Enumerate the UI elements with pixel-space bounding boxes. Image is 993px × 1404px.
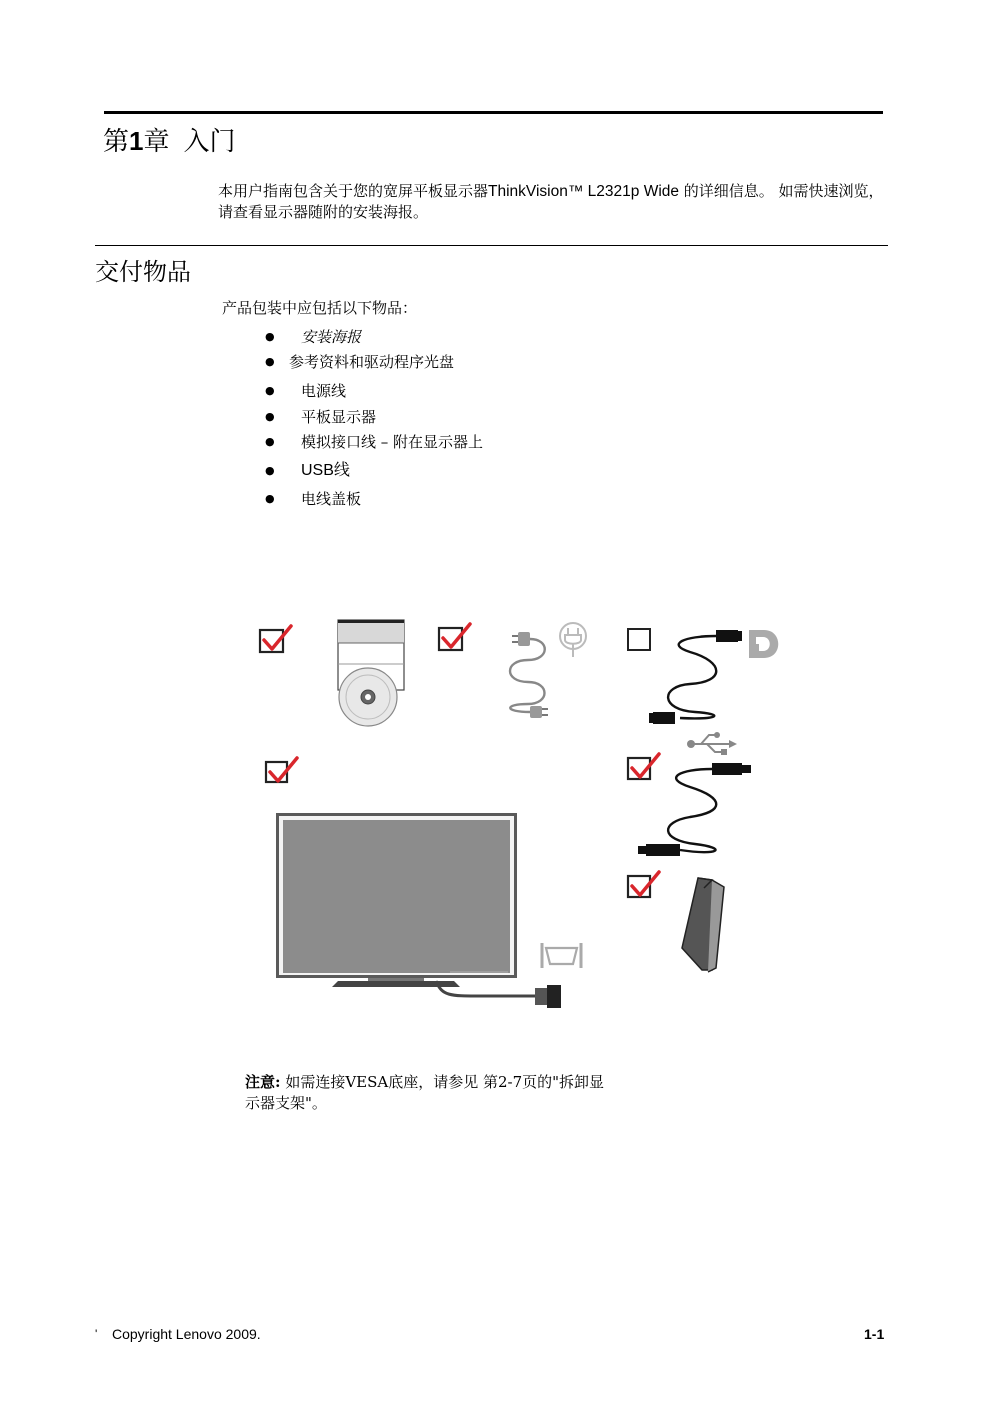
- chapter-name: 入门: [183, 127, 236, 157]
- checkbox-cable-cover: [628, 872, 659, 897]
- note-text: 如需连接VESA底座，请参见 第2-7页的"拆卸显示器支架"。: [245, 1073, 605, 1112]
- section-rule: [95, 245, 888, 246]
- copyright-text: Copyright Lenovo 2009.: [112, 1326, 261, 1342]
- copyright-mark: ': [95, 1327, 98, 1341]
- cable-cover-icon: [682, 878, 724, 972]
- checkbox-poster-cd: [260, 626, 291, 652]
- setup-poster-cd-icon: [338, 620, 404, 726]
- intro-text-1: 本用户指南包含关于您的宽屏平板显示器: [218, 182, 489, 200]
- checkbox-monitor: [266, 758, 297, 782]
- section-title: 交付物品: [95, 258, 191, 286]
- usb-cable-icon: [638, 763, 751, 856]
- checkbox-usb-cable: [628, 754, 659, 779]
- top-rule: [104, 111, 883, 114]
- checkbox-power-cord: [439, 624, 470, 650]
- checkbox-displayport-cable: [628, 629, 650, 650]
- power-cord-icon: [510, 623, 586, 718]
- chapter-suffix: 章: [143, 127, 170, 157]
- page-number: 1-1: [864, 1326, 885, 1342]
- list-intro: 产品包装中应包括以下物品：: [222, 299, 418, 317]
- intro-paragraph: [218, 181, 890, 222]
- displayport-cable-icon: [649, 630, 778, 724]
- chapter-prefix: 第: [103, 127, 130, 157]
- intro-product-name: ThinkVision™ L2321p Wide: [488, 183, 680, 200]
- intro-text-2: 的详细信息。 如需快速浏览，请查看显示器随附的安装海报。: [218, 182, 884, 221]
- chapter-title: [103, 124, 236, 159]
- note: [245, 1072, 605, 1114]
- package-contents-figure: [250, 612, 800, 1012]
- usb-logo-icon: [687, 732, 737, 755]
- chapter-number: 1: [129, 126, 144, 156]
- monitor-icon: [276, 813, 581, 1008]
- note-label: 注意:: [245, 1073, 281, 1091]
